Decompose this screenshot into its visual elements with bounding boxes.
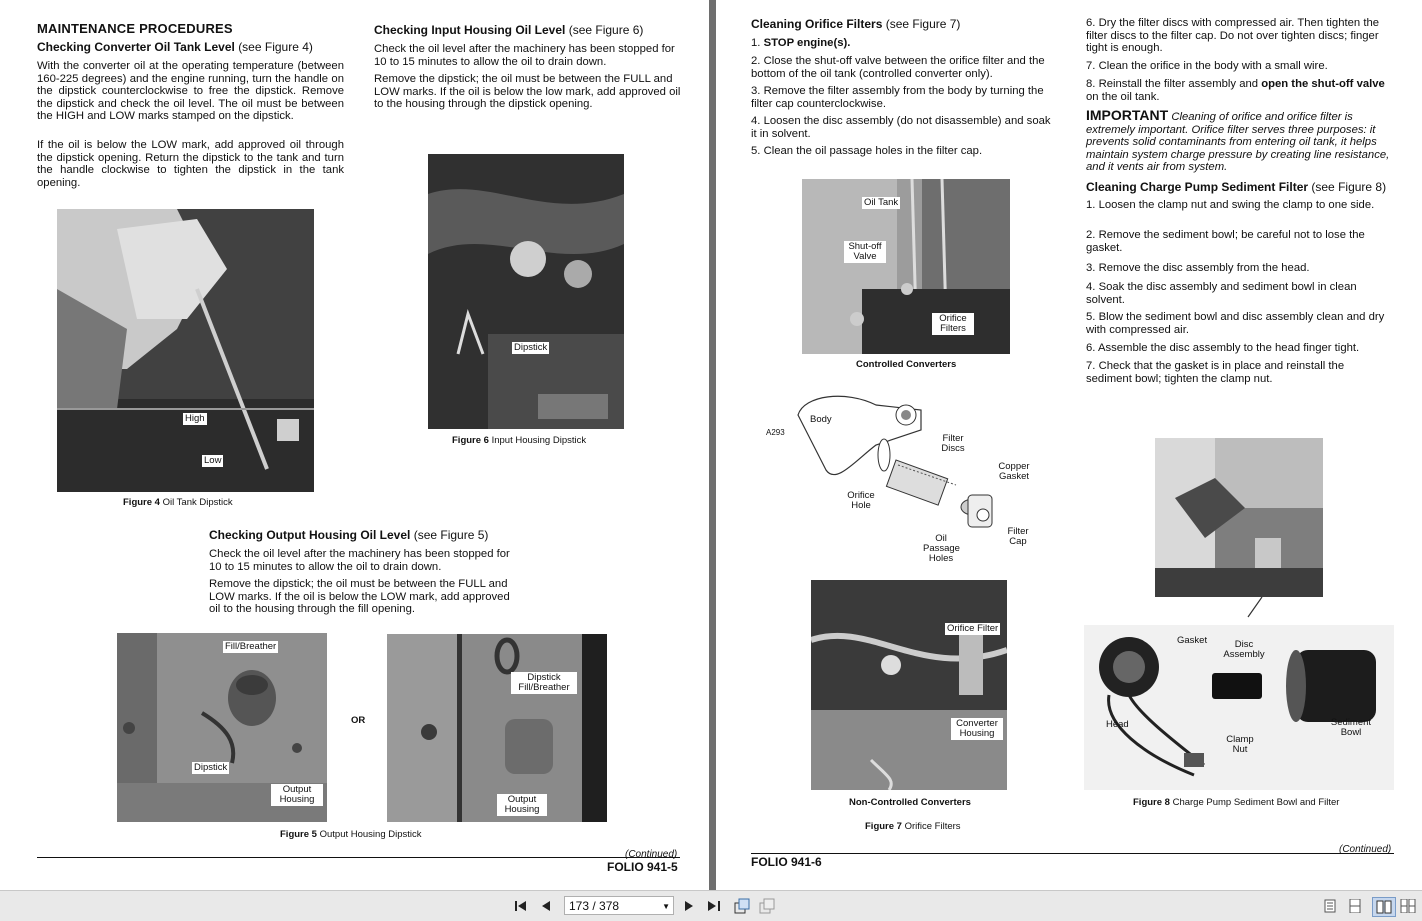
figure-4-caption xyxy=(123,497,233,508)
step-text: Assemble the disc assembly to the head finger tight. xyxy=(1097,342,1360,354)
page-gutter xyxy=(709,0,716,890)
input-housing-paragraph-2: Remove the dipstick; the oil must be between the FULL and LOW marks. If the oil is below the low mark, add approved oil to the housing through the dipstick opening. xyxy=(374,73,681,111)
step-text: Loosen the clamp nut and swing the clamp to one side. xyxy=(1098,199,1375,211)
filter-cap-label: Filter Cap xyxy=(1007,526,1029,547)
orifice-hole-label: Orifice Hole xyxy=(847,490,875,511)
folio-number: FOLIO 941-6 xyxy=(751,855,822,869)
step-number: 2. xyxy=(751,55,761,67)
figure-ref: (see Figure 6) xyxy=(568,23,644,37)
orifice-filters-title xyxy=(751,18,1071,31)
figure-6-illustration xyxy=(428,154,624,429)
or-label: OR xyxy=(351,715,366,726)
figure-ref: (see Figure 4) xyxy=(238,40,313,54)
head-label: Head xyxy=(1106,719,1129,730)
continued-note: (Continued) xyxy=(1339,844,1392,855)
orifice-step-1 xyxy=(751,37,1057,50)
step-number: 6. xyxy=(1086,17,1096,29)
step-text: Remove the filter assembly from the body by turning the filter cap counterclockwise. xyxy=(751,85,1044,110)
body-label: Body xyxy=(810,414,832,425)
step-text: Dry the filter discs with compressed air. Then tighten the filter discs to the filter cap. Do not over tighten discs; finger tight is enough. xyxy=(1086,17,1380,55)
orifice-step-8 xyxy=(1086,78,1393,103)
input-housing-title xyxy=(374,24,694,37)
step-number: 4. xyxy=(1086,281,1096,293)
important-label: IMPORTANT xyxy=(1086,107,1169,123)
charge-pump-illustration xyxy=(1155,438,1323,597)
diagram-code: A293 xyxy=(766,428,785,437)
dipstick-fill-breather-label: Dipstick Fill/Breather xyxy=(511,672,577,694)
first-page-icon[interactable] xyxy=(512,897,530,915)
figure-5-photo-left xyxy=(117,633,327,822)
sediment-bowl-label: Sediment Bowl xyxy=(1330,717,1372,738)
step-number: 7. xyxy=(1086,360,1096,372)
caption-text: Input Housing Dipstick xyxy=(491,435,587,446)
step-number: 5. xyxy=(1086,311,1096,323)
high-label: High xyxy=(185,413,205,424)
figure-number: Figure 7 xyxy=(865,821,902,832)
page-number-field[interactable] xyxy=(564,896,674,915)
step-number: 3. xyxy=(751,85,761,97)
caption-text: Charge Pump Sediment Bowl and Filter xyxy=(1172,797,1340,808)
disc-assembly-label: Disc Assembly xyxy=(1223,639,1265,660)
converter-oil-title xyxy=(37,41,357,54)
dipstick-label: Dipstick xyxy=(194,762,228,773)
section-heading: MAINTENANCE PROCEDURES xyxy=(37,21,233,36)
step-text: Soak the disc assembly and sediment bowl in clean solvent. xyxy=(1086,281,1357,306)
figure-7-noncontrolled-photo xyxy=(811,580,1007,790)
continuous-view-icon[interactable] xyxy=(1346,897,1364,915)
single-page-view-icon[interactable] xyxy=(1321,897,1339,915)
figure-number: Figure 8 xyxy=(1133,797,1170,808)
step-text: Remove the disc assembly from the head. xyxy=(1098,262,1310,274)
output-housing-paragraph-1: Check the oil level after the machinery has been stopped for 10 to 15 minutes to allow the oil to drain down. xyxy=(209,548,510,573)
controlled-converter-illustration xyxy=(802,179,1010,354)
controlled-converters-caption: Controlled Converters xyxy=(856,359,957,370)
figure-8-photo xyxy=(1155,438,1323,597)
figure-ref: (see Figure 8) xyxy=(1311,180,1387,194)
gasket-label: Gasket xyxy=(1177,635,1208,646)
converter-oil-paragraph-1: With the converter oil at the operating temperature (between 160-225 degrees) and the engine running, turn the handle on the dipstick counterclockwise to free the dipstick. Remove the dipstick and check the oil level. The oil must be between the HIGH and LOW marks stamped on the dipstick. xyxy=(37,60,344,123)
figure-ref: (see Figure 7) xyxy=(885,17,961,31)
step-number: 1. xyxy=(1086,199,1096,211)
low-label: Low xyxy=(204,455,222,466)
prev-page-icon[interactable] xyxy=(537,897,555,915)
figure-6-photo xyxy=(428,154,624,429)
title-text: Cleaning Orifice Filters xyxy=(751,17,883,31)
noncontrolled-converter-illustration xyxy=(811,580,1007,790)
footer-rule xyxy=(751,853,1394,854)
caption-text: Orifice Filters xyxy=(904,821,961,832)
converter-oil-paragraph-2: If the oil is below the LOW mark, add approved oil through the dipstick opening. Return the dipstick to the tank and turn the handle clockwise to tighten the dipstick in the tank opening. xyxy=(37,139,344,189)
noncontrolled-converters-caption: Non-Controlled Converters xyxy=(849,797,971,808)
title-text: Checking Input Housing Oil Level xyxy=(374,23,566,37)
sediment-filter-title xyxy=(1086,181,1406,194)
shut-off-valve-label: Shut-off Valve xyxy=(844,241,886,263)
figure-4-illustration xyxy=(57,209,314,492)
orifice-step-2 xyxy=(751,55,1057,80)
sediment-step-2 xyxy=(1086,229,1393,254)
copper-gasket-label: Copper Gasket xyxy=(998,461,1030,482)
figure-6-caption xyxy=(452,435,586,446)
step-text: Blow the sediment bowl and disc assembly clean and dry with compressed air. xyxy=(1086,311,1385,336)
export-icon[interactable] xyxy=(733,897,751,915)
viewer-toolbar xyxy=(0,890,1422,921)
page-indicator: 173 / 378 xyxy=(569,899,620,913)
step-text-end: on the oil tank. xyxy=(1086,90,1160,103)
step-number: 2. xyxy=(1086,229,1096,241)
step-text: Clean the orifice in the body with a small wire. xyxy=(1098,60,1328,72)
title-text: Cleaning Charge Pump Sediment Filter xyxy=(1086,180,1309,194)
oil-tank-label: Oil Tank xyxy=(864,197,899,208)
figure-8-leader-line xyxy=(1244,597,1264,619)
folio-number: FOLIO 941-5 xyxy=(607,860,678,874)
chevron-down-icon[interactable]: ▼ xyxy=(662,902,670,911)
orifice-filters-label: Orifice Filters xyxy=(932,313,974,335)
left-page xyxy=(0,0,709,890)
figure-7-controlled-photo xyxy=(802,179,1010,354)
continued-note: (Continued) xyxy=(625,849,678,860)
output-housing-label: Output Housing xyxy=(271,784,323,806)
sediment-step-7 xyxy=(1086,360,1393,385)
two-page-view-icon[interactable] xyxy=(1372,897,1396,917)
step-number: 6. xyxy=(1086,342,1096,354)
fill-breather-label: Fill/Breather xyxy=(225,641,277,652)
output-housing-label-2: Output Housing xyxy=(497,794,547,816)
step-text: Loosen the disc assembly (do not disassemble) and soak it in solvent. xyxy=(751,115,1051,140)
orifice-step-3 xyxy=(751,85,1057,110)
output-housing-title xyxy=(209,529,549,542)
orifice-step-6 xyxy=(1086,17,1393,55)
step-number: 4. xyxy=(751,115,761,127)
clamp-nut-label: Clamp Nut xyxy=(1226,734,1254,755)
orifice-step-5 xyxy=(751,145,1057,158)
filter-discs-label: Filter Discs xyxy=(941,433,965,454)
figure-ref: (see Figure 5) xyxy=(413,528,489,542)
title-text: Checking Output Housing Oil Level xyxy=(209,528,411,542)
footer-rule xyxy=(37,857,680,858)
figure-number: Figure 5 xyxy=(280,829,317,840)
figure-number: Figure 6 xyxy=(452,435,489,446)
right-page xyxy=(716,0,1422,890)
figure-5-caption xyxy=(280,829,422,840)
figure-7-caption xyxy=(865,821,961,832)
step-text: Close the shut-off valve between the orifice filter and the bottom of the oil tank (controlled converter only). xyxy=(751,55,1045,80)
two-page-continuous-view-icon[interactable] xyxy=(1399,897,1417,915)
sediment-step-4 xyxy=(1086,281,1393,306)
output-housing-paragraph-2: Remove the dipstick; the oil must be between the FULL and LOW marks. If the oil is below the LOW mark, add approved oil to the housing through the fill opening. xyxy=(209,578,510,616)
caption-text: Oil Tank Dipstick xyxy=(162,497,233,508)
step-bold-text: STOP engine(s). xyxy=(763,37,851,49)
important-text: Cleaning of orifice and orifice filter is extremely important. Orifice filter serves three purposes: it prevents solid contaminants from entering oil tank, it helps maintain system charge pressure by creating line resistance, and it vents air from system. xyxy=(1086,111,1390,174)
step-number: 3. xyxy=(1086,262,1096,274)
figure-4-photo xyxy=(57,209,314,492)
figure-number: Figure 4 xyxy=(123,497,160,508)
oil-passage-holes-label: Oil Passage Holes xyxy=(923,533,960,564)
import-icon[interactable] xyxy=(758,897,776,915)
caption-text: Output Housing Dipstick xyxy=(319,829,422,840)
dipstick-label: Dipstick xyxy=(514,342,548,353)
step-text: Remove the sediment bowl; be careful not to lose the gasket. xyxy=(1086,229,1365,254)
figure-5-photo-right xyxy=(387,634,607,822)
orifice-filter-label: Orifice Filter xyxy=(947,623,999,634)
step-bold-text: open the shut-off valve xyxy=(1261,78,1385,90)
step-number: 5. xyxy=(751,145,761,157)
sediment-step-1 xyxy=(1086,199,1393,212)
input-housing-paragraph-1: Check the oil level after the machinery has been stopped for 10 to 15 minutes to allow the oil to drain down. xyxy=(374,43,675,68)
orifice-step-4 xyxy=(751,115,1057,140)
next-page-icon[interactable] xyxy=(680,897,698,915)
step-number: 1. xyxy=(751,37,761,49)
figure-8-caption xyxy=(1133,797,1339,808)
sediment-step-5 xyxy=(1086,311,1393,336)
step-number: 7. xyxy=(1086,60,1096,72)
step-text: Reinstall the filter assembly and xyxy=(1098,78,1262,90)
orifice-step-7 xyxy=(1086,60,1393,73)
step-number: 8. xyxy=(1086,78,1096,90)
step-text: Clean the oil passage holes in the filter cap. xyxy=(763,145,983,157)
last-page-icon[interactable] xyxy=(705,897,723,915)
sediment-step-6 xyxy=(1086,342,1393,355)
step-text: Check that the gasket is in place and reinstall the sediment bowl; tighten the clamp nut. xyxy=(1086,360,1345,385)
converter-housing-label: Converter Housing xyxy=(951,718,1003,740)
title-text: Checking Converter Oil Tank Level xyxy=(37,40,235,54)
important-note xyxy=(1086,109,1393,174)
sediment-step-3 xyxy=(1086,262,1393,275)
